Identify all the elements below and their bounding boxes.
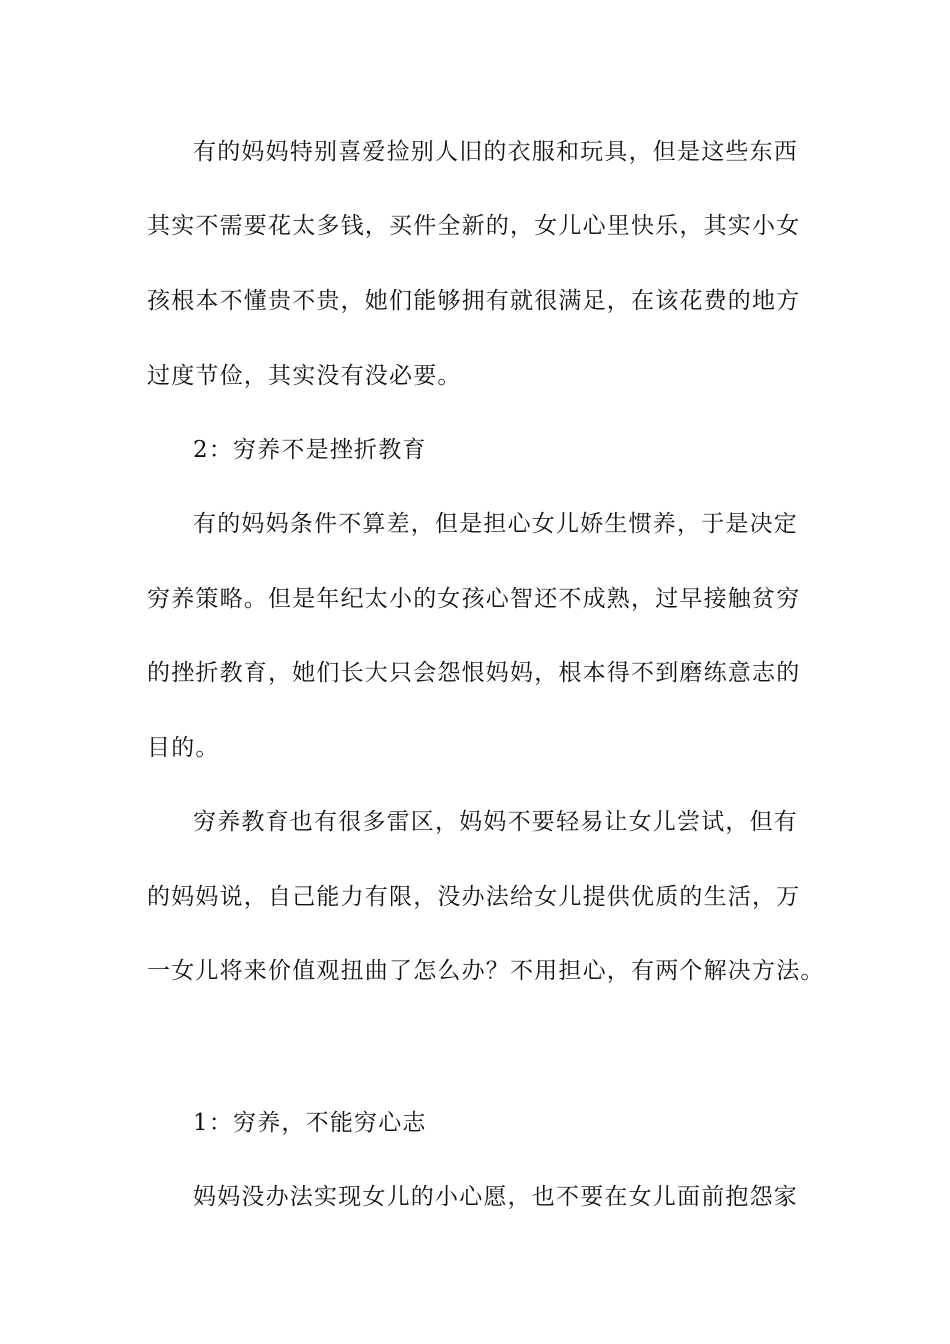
paragraph-line: 的妈妈说，自己能力有限，没办法给女儿提供优质的生活，万 (147, 884, 801, 910)
section-heading: 2：穷养不是挫折教育 (193, 437, 427, 463)
section-heading: 1：穷养，不能穷心志 (193, 1110, 427, 1136)
paragraph-line: 妈妈没办法实现女儿的小心愿，也不要在女儿面前抱怨家 (193, 1184, 798, 1210)
paragraph-line: 目的。 (147, 735, 220, 761)
paragraph-line: 一女儿将来价值观扭曲了怎么办？不用担心，有两个解决方法。 (147, 958, 825, 984)
paragraph-line: 有的妈妈特别喜爱捡别人旧的衣服和玩具，但是这些东西 (193, 139, 798, 165)
paragraph-line: 其实不需要花太多钱，买件全新的，女儿心里快乐，其实小女 (147, 213, 801, 239)
paragraph-line: 孩根本不懂贵不贵，她们能够拥有就很满足，在该花费的地方 (147, 288, 801, 314)
paragraph-line: 过度节俭，其实没有没必要。 (147, 363, 462, 389)
paragraph-line: 有的妈妈条件不算差，但是担心女儿娇生惯养，于是决定 (193, 511, 798, 537)
paragraph-line: 穷养策略。但是年纪太小的女孩心智还不成熟，过早接触贫穷 (147, 586, 801, 612)
paragraph-line: 穷养教育也有很多雷区，妈妈不要轻易让女儿尝试，但有 (193, 809, 798, 835)
paragraph-line: 的挫折教育，她们长大只会怨恨妈妈，根本得不到磨练意志的 (147, 660, 801, 686)
